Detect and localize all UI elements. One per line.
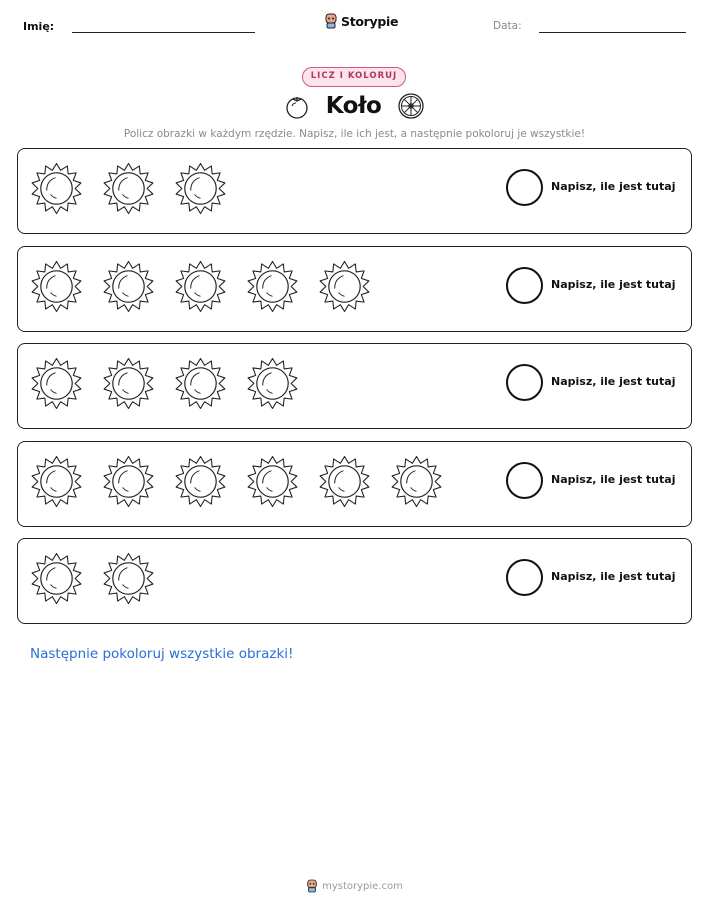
row-items [30, 455, 443, 508]
counting-row [17, 343, 692, 429]
brand-logo [324, 13, 398, 29]
sun-icon [102, 162, 155, 215]
sun-icon [318, 260, 371, 313]
row-items [30, 260, 371, 313]
answer-circle[interactable] [506, 364, 543, 401]
sun-icon [30, 357, 83, 410]
sun-icon [30, 162, 83, 215]
answer-label: Napisz, ile jest tutaj [551, 375, 676, 388]
sun-icon [174, 455, 227, 508]
sun-icon [102, 552, 155, 605]
answer-label: Napisz, ile jest tutaj [551, 180, 676, 193]
tomato-icon [284, 93, 310, 119]
title-row [0, 92, 709, 123]
sun-icon [102, 357, 155, 410]
name-write-line[interactable] [72, 32, 255, 33]
sun-icon [30, 455, 83, 508]
sun-icon [174, 357, 227, 410]
sun-icon [246, 260, 299, 313]
activity-badge: LICZ I KOLORUJ [302, 67, 406, 87]
answer-circle[interactable] [506, 559, 543, 596]
answer-circle[interactable] [506, 267, 543, 304]
counting-row [17, 441, 692, 527]
answer-circle[interactable] [506, 462, 543, 499]
sun-icon [30, 552, 83, 605]
answer-label: Napisz, ile jest tutaj [551, 570, 676, 583]
answer-circle[interactable] [506, 169, 543, 206]
footer [0, 879, 709, 893]
sun-icon [174, 260, 227, 313]
date-label: Data: [493, 20, 522, 32]
name-label: Imię: [23, 20, 55, 33]
sun-icon [246, 357, 299, 410]
storypie-mascot-icon [306, 879, 318, 893]
footer-url: mystorypie.com [322, 880, 403, 892]
answer-label: Napisz, ile jest tutaj [551, 277, 676, 291]
sun-icon [318, 455, 371, 508]
answer-label: Napisz, ile jest tutaj [551, 472, 676, 486]
sun-icon [246, 455, 299, 508]
row-items [30, 357, 299, 410]
counting-row [17, 246, 692, 332]
counting-row [17, 538, 692, 624]
sun-icon [102, 260, 155, 313]
sun-icon [102, 455, 155, 508]
brand-name: Storypie [341, 13, 399, 29]
bottom-note: Następnie pokoloruj wszystkie obrazki! [30, 646, 294, 662]
instructions: Policz obrazki w każdym rzędzie. Napisz, ile ich jest, a następnie pokoloruj je wszystkie! [123, 128, 586, 140]
storypie-mascot-icon [324, 13, 338, 29]
row-items [30, 162, 227, 215]
row-items [30, 552, 155, 605]
page-title: Koło [325, 93, 382, 119]
sun-icon [30, 260, 83, 313]
sun-icon [174, 162, 227, 215]
wheel-icon [397, 92, 425, 120]
counting-row [17, 148, 692, 234]
date-write-line[interactable] [539, 32, 686, 33]
sun-icon [390, 455, 443, 508]
